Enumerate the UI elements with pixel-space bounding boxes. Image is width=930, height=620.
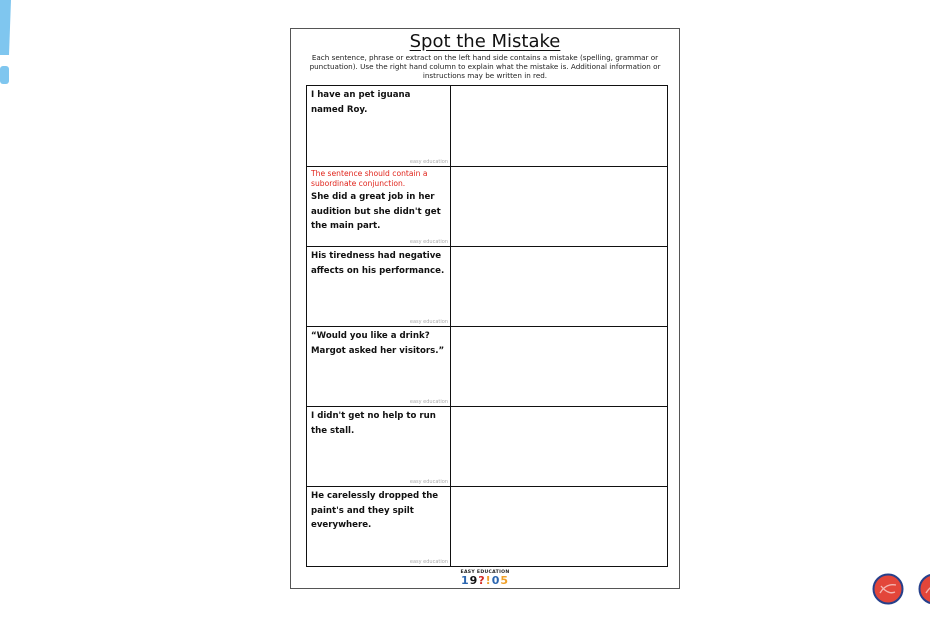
worksheet-page xyxy=(290,28,680,589)
answer-cell[interactable] xyxy=(451,247,667,326)
sentence-cell xyxy=(307,407,451,486)
answer-cell[interactable] xyxy=(451,407,667,486)
logo-digits: 19?!05 xyxy=(460,574,510,587)
watermark-text: easy education xyxy=(409,559,448,565)
answer-cell[interactable] xyxy=(451,487,667,566)
sentence-cell xyxy=(307,86,451,166)
table-row xyxy=(307,406,667,486)
sentence-cell xyxy=(307,167,451,246)
sentence-cell xyxy=(307,327,451,406)
watermark-text: easy education xyxy=(409,319,448,325)
sentence-cell xyxy=(307,247,451,326)
easy-education-logo xyxy=(291,570,679,586)
table-row xyxy=(307,326,667,406)
worksheet-instructions: Each sentence, phrase or extract on the left hand side contains a mistake (spelling, grammar or punctuation). Use the right hand column to explain what the mistake is. Additional information or instructions may be written in red. xyxy=(309,53,661,80)
table-row xyxy=(307,246,667,326)
sentence-text: I have an pet iguana named Roy. xyxy=(311,90,411,115)
answer-cell[interactable] xyxy=(451,327,667,406)
sentence-text: His tiredness had negative affects on his performance. xyxy=(311,251,445,276)
corner-exclamation-decoration xyxy=(0,0,12,86)
nav-badge-icon[interactable] xyxy=(872,573,904,605)
logo-text: EASY EDUCATION xyxy=(460,570,510,575)
answer-cell[interactable] xyxy=(451,86,667,166)
table-row xyxy=(307,486,667,566)
watermark-text: easy education xyxy=(409,399,448,405)
sentence-text: I didn't get no help to run the stall. xyxy=(311,411,436,436)
sentence-cell xyxy=(307,487,451,566)
watermark-text: easy education xyxy=(409,239,448,245)
sentence-text: She did a great job in her audition but she didn't get the main part. xyxy=(311,192,441,231)
worksheet-title: Spot the Mistake xyxy=(409,31,561,52)
answer-cell[interactable] xyxy=(451,167,667,246)
watermark-text: easy education xyxy=(409,479,448,485)
mistake-table xyxy=(306,85,668,567)
table-row xyxy=(307,86,667,166)
watermark-text: easy education xyxy=(409,159,448,165)
sentence-text: “Would you like a drink? Margot asked her visitors.” xyxy=(311,331,445,356)
sentence-text: He carelessly dropped the paint's and they spilt everywhere. xyxy=(311,491,439,530)
table-row xyxy=(307,166,667,246)
red-instruction-note: The sentence should contain a subordinate conjunction. xyxy=(311,169,428,188)
nav-badge-icon[interactable] xyxy=(918,573,930,605)
